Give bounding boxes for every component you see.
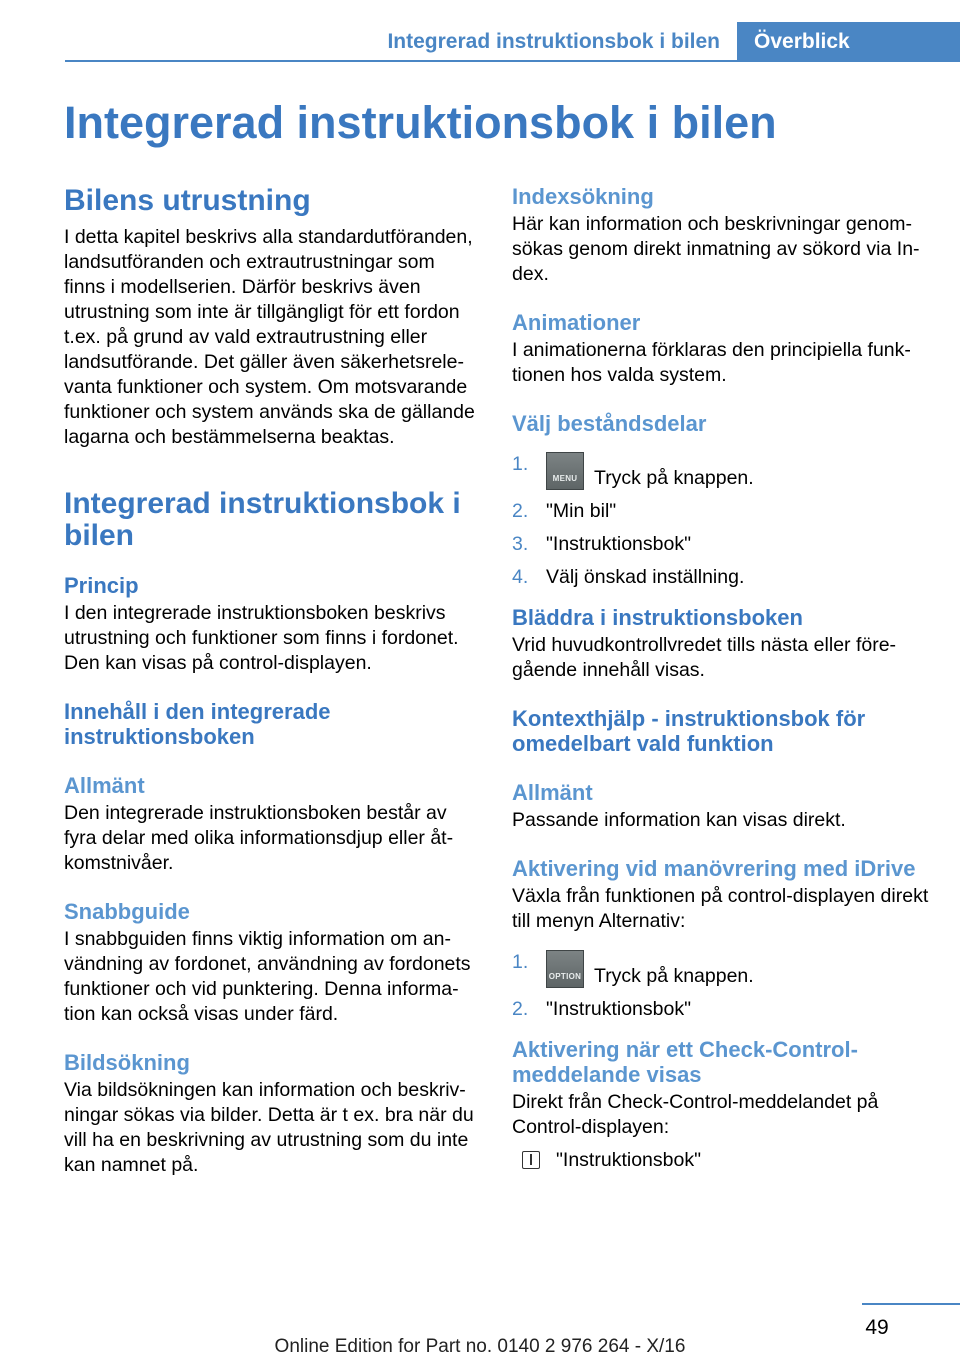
indexsokning-text: Här kan information och beskrivningar genomsökas genom direkt inmatning av sökord via Index. [512,213,920,285]
step-number: 3. [512,533,529,555]
bildsokning-heading: Bildsökning [64,1050,190,1075]
page-title: Integrerad instruktionsbok i bilen [64,97,777,148]
list-item [512,997,932,1022]
list-item [512,499,932,524]
allmant-right-text: Passande information kan visas direkt. [512,809,846,831]
step-number: 1. [512,453,529,475]
menu-button-icon: MENU [546,452,584,490]
princip-text: I den integrerade instruktionsboken beskrivs utrustning och funktioner som finns i fordonet. Den kan visas på control-displayen. [64,602,459,674]
bildsokning-text: Via bildsökningen kan information och beskrivningar sökas via bilder. Detta är t ex. bra när du vill ha en beskrivning av utrustning som du inte kan namnet på. [64,1079,474,1176]
idrive-heading: Aktivering vid manövrering med iDrive [512,856,916,881]
footer-rule [862,1303,960,1305]
snabbguide-text: I snabbguiden finns viktig information om användning av fordonet, användning av fordonets funktioner och vid punktering. Denna information kan också visas under färd. [64,928,471,1025]
list-item [512,950,932,989]
parts-steps [512,452,932,590]
allmant-right-heading: Allmänt [512,780,593,805]
idrive-text: Växla från funktionen på control-displayen direkt till menyn Alternativ: [512,885,929,932]
left-column [64,185,479,1178]
edition-footer: Online Edition for Part no. 0140 2 976 264 - X/16 [274,1336,686,1357]
step-number: 2. [512,998,529,1020]
step-number: 2. [512,500,529,522]
book-icon [522,1151,540,1169]
page-number: 49 [865,1316,889,1339]
content-heading: Innehåll i den integrerade instruktionsboken [64,699,331,749]
step-text: Tryck på knappen. [594,467,754,489]
step-text: "Min bil" [546,500,617,522]
option-button-icon: OPTION [546,950,584,988]
allmant-text: Den integrerade instruktionsboken består av fyra delar med olika informationsdjup eller åtkomstnivåer. [64,802,454,874]
check-control-item [512,1148,932,1173]
step-number: 1. [512,951,529,973]
context-heading: Kontexthjälp - instruktionsbok för omedelbart vald funktion [512,706,866,756]
snabbguide-heading: Snabbguide [64,899,190,924]
animationer-text: I animationerna förklaras den principiella funktionen hos valda system. [512,339,911,386]
step-text: "Instruktionsbok" [546,998,691,1020]
section-heading: Integrerad instruktionsbok i bilen [64,487,461,552]
check-control-heading: Aktivering när ett Check-Control-meddelande visas [512,1037,858,1087]
princip-heading: Princip [64,573,139,598]
header-rule [65,60,960,62]
browse-heading: Bläddra i instruktionsboken [512,605,803,630]
parts-heading: Välj beståndsdelar [512,411,707,436]
step-text: Tryck på knappen. [594,965,754,987]
animationer-heading: Animationer [512,310,641,335]
check-control-text: Direkt från Check-Control-meddelandet på Control-displayen: [512,1091,879,1138]
step-text: "Instruktionsbok" [546,533,691,555]
equipment-text: I detta kapitel beskrivs alla standardutföranden, landsutföranden och extrautrustningar som finns i modellserien. Därför beskrivs även utrustning som inte är tillgängligt för ett fordon t.ex. på grund av vald extrautrustning eller landsutförande. Det gäller även säkerhetsrelevanta funktioner och system. Om motsvarande funktioner och system används ska de gällande lagarna och bestämmelserna beaktas. [64,226,475,448]
step-number: 4. [512,566,529,588]
list-item [512,565,932,590]
header-section-title: Integrerad instruktionsbok i bilen [387,30,720,53]
idrive-steps [512,950,932,1022]
equipment-heading: Bilens utrustning [64,184,311,217]
list-item [512,532,932,557]
list-item [512,452,932,491]
browse-text: Vrid huvudkontrollvredet tills nästa eller föregående innehåll visas. [512,634,897,681]
step-text: Välj önskad inställning. [546,566,745,588]
indexsokning-heading: Indexsökning [512,184,654,209]
check-control-item-text: "Instruktionsbok" [556,1149,701,1171]
allmant-heading: Allmänt [64,773,145,798]
header-tab: Överblick [737,22,960,62]
right-column [512,184,932,1173]
